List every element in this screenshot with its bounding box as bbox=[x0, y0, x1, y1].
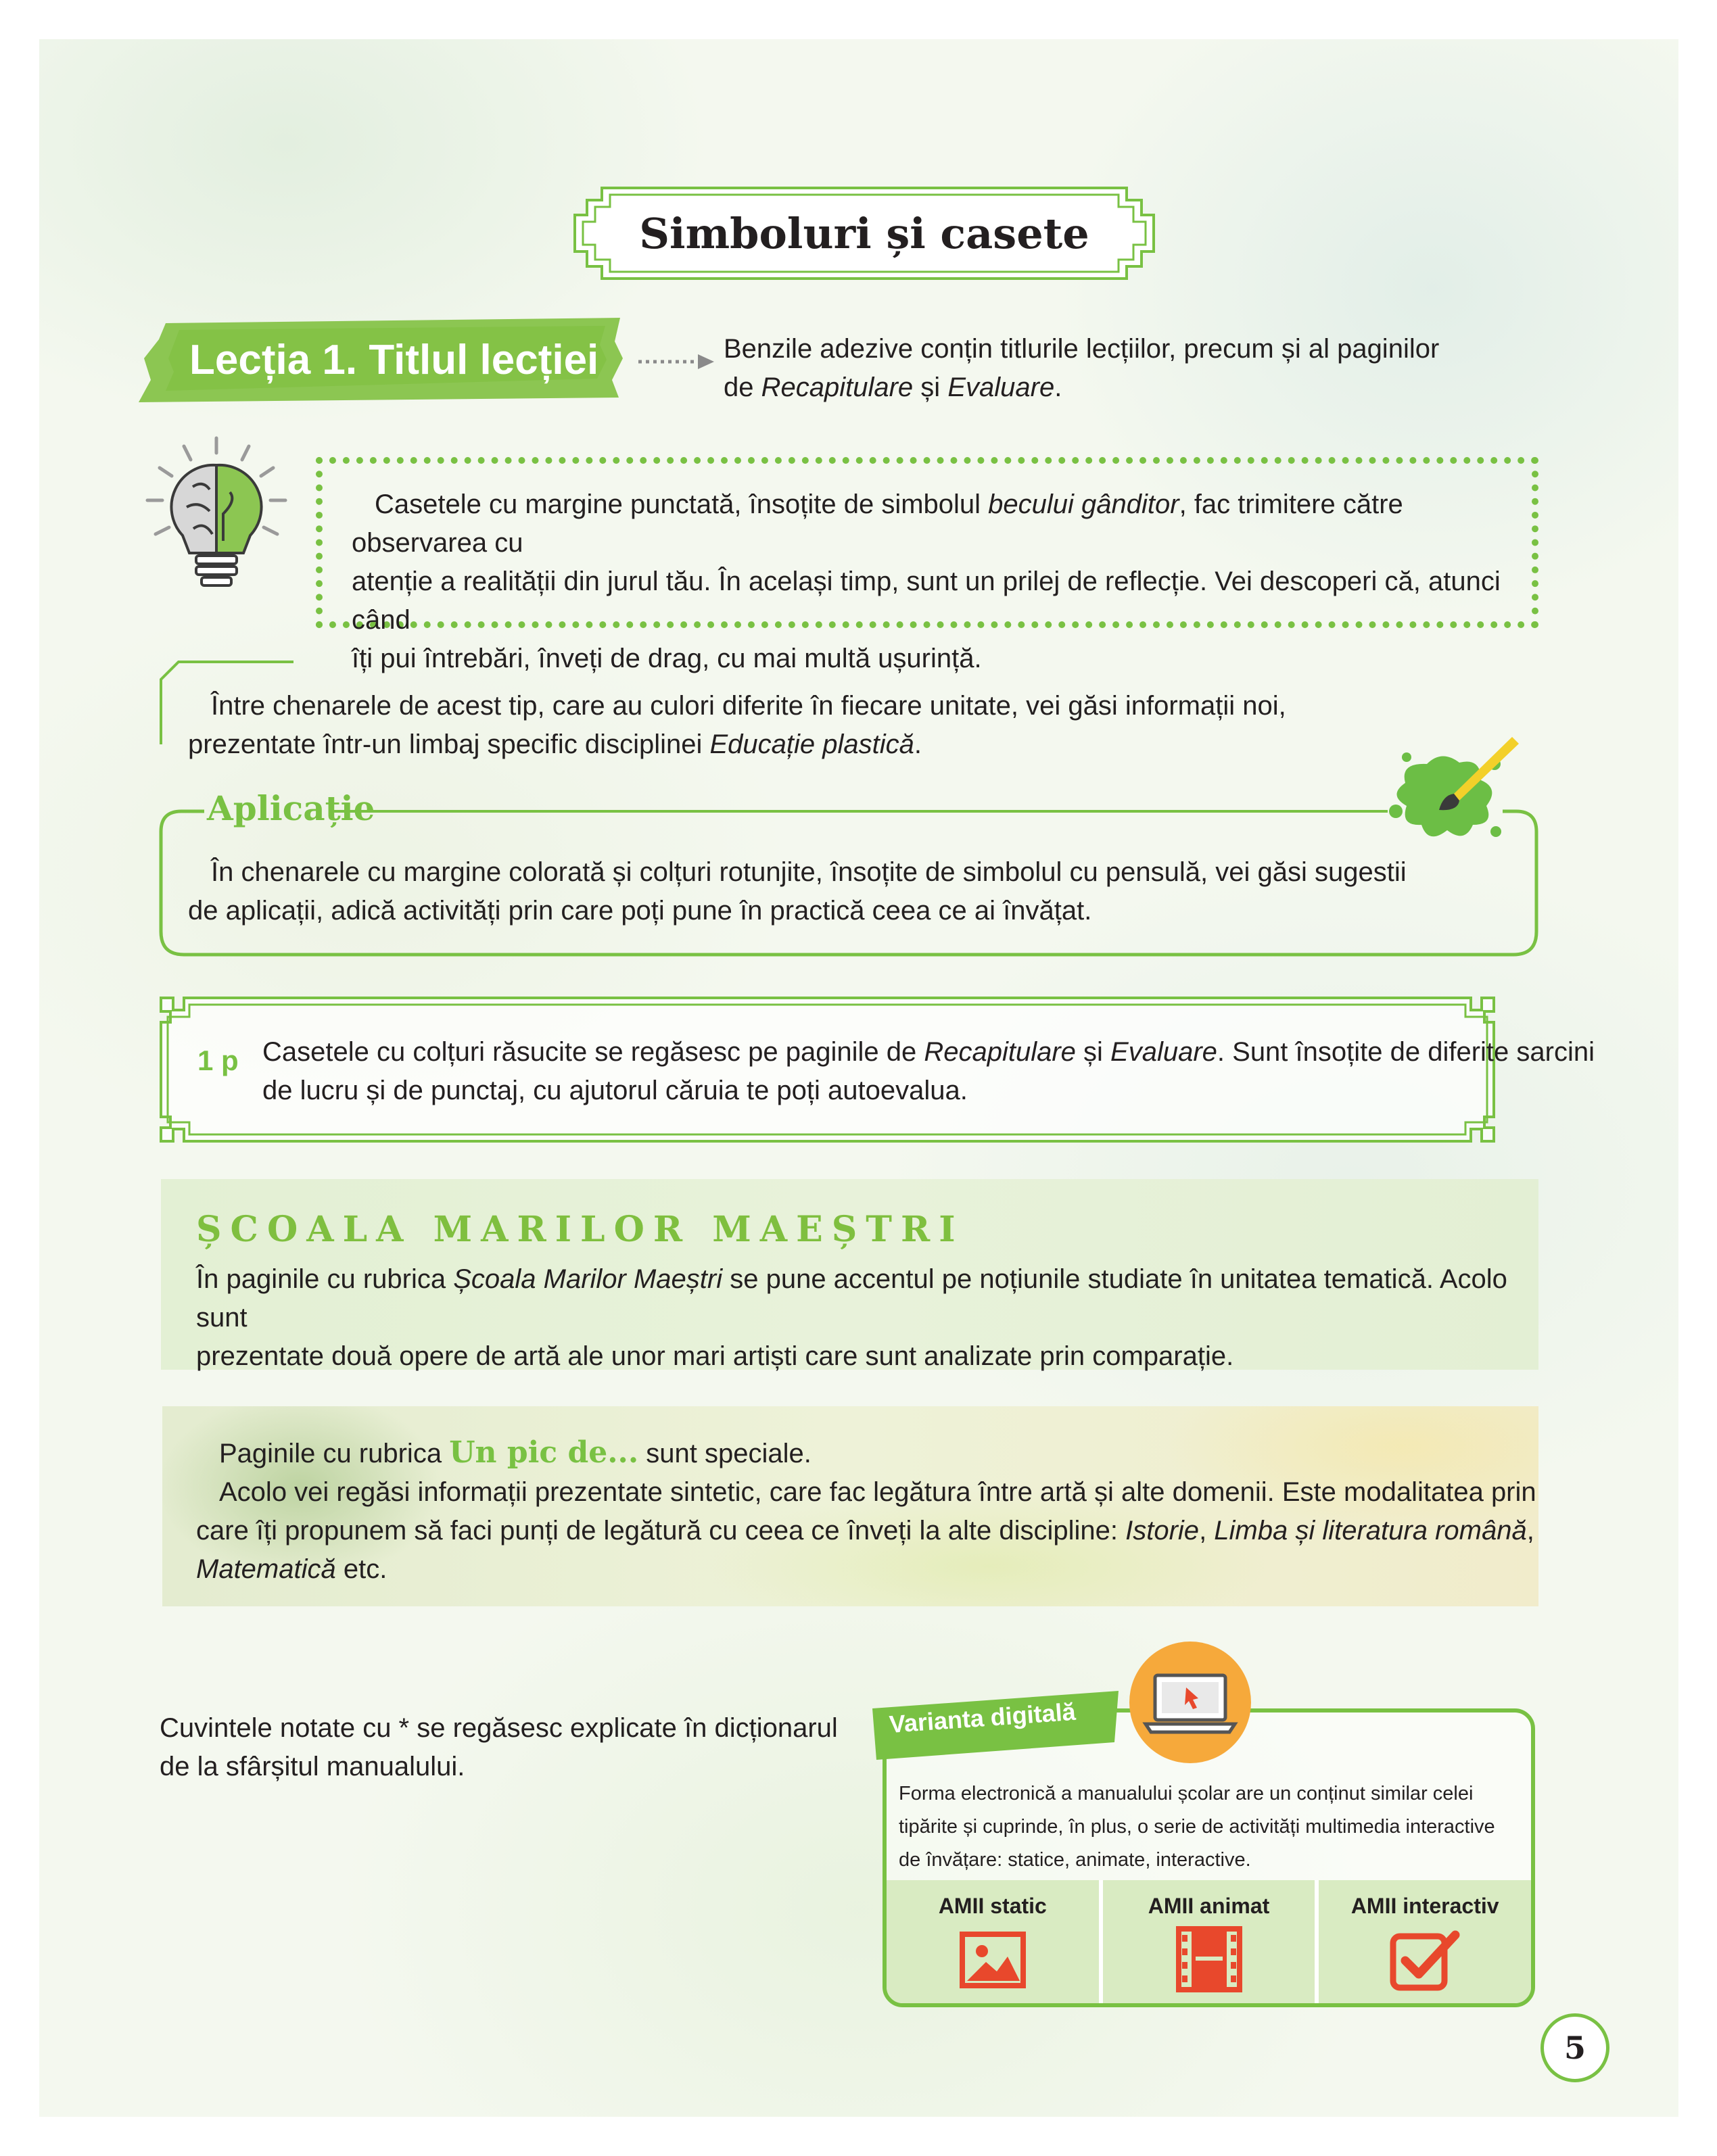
digital-line2: tipărite și cuprinde, în plus, o serie de activități multimedia interactive bbox=[899, 1816, 1495, 1838]
scoala-line2: prezentate două opere de artă ale unor mari artiști care sunt analizate prin comparație. bbox=[196, 1341, 1234, 1371]
digital-line3: de învățare: statice, animate, interactive. bbox=[899, 1849, 1251, 1871]
lesson-title-text: Lecția 1. Titlul lecției bbox=[189, 337, 599, 383]
info-line2: prezentate într-un limbaj specific disciplinei Educație plastică. bbox=[188, 729, 922, 759]
un-pic-de-line4: Matematică etc. bbox=[196, 1554, 387, 1584]
amii-interactiv-column[interactable] bbox=[1315, 1880, 1531, 2007]
evaluation-line2: de lucru și de punctaj, cu ajutorul căruia te poți autoevalua. bbox=[262, 1076, 968, 1105]
un-pic-de-text bbox=[196, 1433, 1536, 1589]
amii-static-label: AMII static bbox=[938, 1894, 1047, 1918]
dotted-arrow-icon bbox=[636, 352, 715, 372]
un-pic-de-line3: care îți propunem să faci punți de legătură cu ceea ce înveți la alte discipline: Istorie, Limba și literatura română, bbox=[196, 1516, 1534, 1546]
digital-tag: Varianta digitală bbox=[888, 1697, 1077, 1738]
application-line2: de aplicații, adică activități prin care poți pune în practică ceea ce ai învățat. bbox=[188, 896, 1092, 926]
scoala-marilor-maestri-box bbox=[161, 1179, 1538, 1370]
page-title-frame bbox=[573, 185, 1155, 281]
dictionary-line1: Cuvintele notate cu * se regăsesc explicate în dicționarul bbox=[160, 1713, 838, 1743]
evaluation-line1: Casetele cu colțuri răsucite se regăsesc pe paginile de Recapitulare și Evaluare. Sunt însoțite de diferite sarcini bbox=[262, 1037, 1595, 1067]
lesson-description-line1: Benzile adezive conțin titlurile lecțiilor, precum și al paginilor bbox=[724, 334, 1440, 364]
points-label: 1 p bbox=[197, 1045, 239, 1076]
observation-line3: îți pui întrebări, înveți de drag, cu mai multă ușurință. bbox=[352, 644, 982, 673]
observation-line2: atenție a realității din jurul tău. În același timp, sunt un prilej de reflecție. Vei descoperi că, atunci când bbox=[352, 567, 1501, 635]
lesson-description-line2: de Recapitulare și Evaluare. bbox=[724, 373, 1062, 402]
digital-description bbox=[899, 1777, 1495, 1877]
page-title: Simboluri și casete bbox=[639, 208, 1089, 258]
page-number: 5 bbox=[1540, 2013, 1609, 2082]
scoala-text bbox=[196, 1260, 1538, 1376]
paintbrush-icon bbox=[1380, 730, 1528, 852]
amii-interactiv-label: AMII interactiv bbox=[1350, 1894, 1499, 1918]
amii-animat-column[interactable] bbox=[1099, 1880, 1315, 2007]
info-box-text bbox=[188, 687, 1286, 764]
dictionary-line2: de la sfârșitul manualului. bbox=[160, 1752, 465, 1781]
amii-static-column[interactable] bbox=[887, 1880, 1099, 2007]
checkbox-icon bbox=[1388, 1925, 1462, 1993]
scoala-title: ȘCOALA MARILOR MAEȘTRI bbox=[196, 1209, 964, 1250]
film-icon bbox=[1175, 1925, 1243, 1993]
lightbulb-brain-icon bbox=[142, 433, 291, 608]
digital-line1: Forma electronică a manualului școlar are un conținut similar celei bbox=[899, 1783, 1474, 1804]
digital-resources-table bbox=[887, 1880, 1531, 2007]
scoala-line1: În paginile cu rubrica Școala Marilor Maeștri se pune accentul pe noțiunile studiate în unitatea tematică. Acolo sunt bbox=[196, 1264, 1507, 1333]
lesson-title-banner bbox=[139, 318, 626, 402]
lesson-description bbox=[724, 330, 1439, 407]
un-pic-de-box bbox=[162, 1406, 1538, 1606]
application-text bbox=[188, 853, 1407, 930]
observation-text bbox=[352, 485, 1515, 678]
laptop-icon bbox=[1128, 1640, 1252, 1765]
application-line1: În chenarele cu margine colorată și colțuri rotunjite, însoțite de simbolul cu pensulă, vei găsi sugestii bbox=[211, 857, 1407, 887]
evaluation-text bbox=[262, 1033, 1595, 1110]
observation-line1: Casetele cu margine punctată, însoțite de simbolul becului gânditor, fac trimitere către observarea cu bbox=[352, 489, 1403, 558]
image-icon bbox=[959, 1931, 1027, 1989]
amii-animat-label: AMII animat bbox=[1148, 1894, 1270, 1918]
un-pic-de-line2: Acolo vei regăsi informații prezentate sintetic, care fac legătura între artă și alte domenii. Este modalitatea prin bbox=[219, 1477, 1536, 1507]
un-pic-de-line1: Paginile cu rubrica Un pic de... sunt speciale. bbox=[219, 1435, 812, 1470]
info-line1: Între chenarele de acest tip, care au culori diferite în fiecare unitate, vei găsi informații noi, bbox=[211, 691, 1286, 721]
application-title: Aplicație bbox=[207, 788, 375, 828]
dictionary-note bbox=[160, 1709, 838, 1786]
